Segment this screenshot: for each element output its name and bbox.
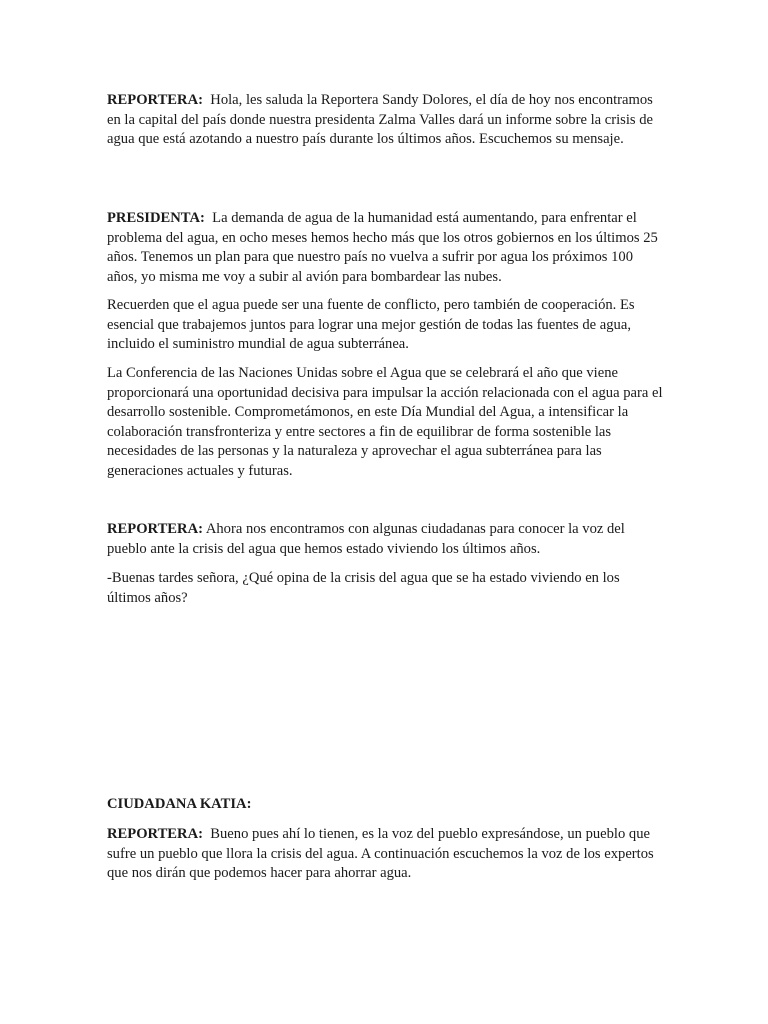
paragraph-text: La Conferencia de las Naciones Unidas sobre el Agua que se celebrará el año que viene proporcionará una oportunidad decisiva para impulsar la acción relacionada con el agua para el desarrollo sostenible. Comprometámonos, en este Día Mundial del Agua, a intensificar la colaboración transfronteriza y entre sectores a fin de equilibrar de forma sostenible las necesidades de las personas y la naturaleza y aprovechar el agua subterránea para las generaciones actuales y futuras. <box>107 365 663 479</box>
paragraph-presidenta-cont-1 <box>107 296 667 355</box>
paragraph-reportera-closing <box>107 825 667 884</box>
paragraph-presidenta <box>107 209 667 287</box>
paragraph-reportera-ciudadanas <box>107 520 667 559</box>
paragraph-text: Hola, les saluda la Reportera Sandy Dolores, el día de hoy nos encontramos en la capital del país donde nuestra presidenta Zalma Valles dará un informe sobre la crisis de agua que está azotando a nuestro país durante los últimos años. Escuchemos su mensaje. <box>107 92 653 147</box>
paragraph-text: Recuerden que el agua puede ser una fuente de conflicto, pero también de cooperación. Es esencial que trabajemos juntos para lograr una mejor gestión de todas las fuentes de agua, incluido el suministro mundial de agua subterránea. <box>107 297 635 352</box>
speaker-label: REPORTERA: <box>107 826 203 842</box>
paragraph-ciudadana-katia <box>107 795 667 815</box>
paragraph-text: -Buenas tardes señora, ¿Qué opina de la crisis del agua que se ha estado viviendo en los últimos años? <box>107 570 620 606</box>
paragraph-question <box>107 569 667 608</box>
paragraph-reportera-intro <box>107 91 667 150</box>
speaker-label: PRESIDENTA: <box>107 210 205 226</box>
paragraph-text: Ahora nos encontramos con algunas ciudadanas para conocer la voz del pueblo ante la crisis del agua que hemos estado viviendo los últimos años. <box>107 521 625 557</box>
paragraph-text: La demanda de agua de la humanidad está aumentando, para enfrentar el problema del agua, en ocho meses hemos hecho más que los otros gobiernos en los últimos 25 años. Tenemos un plan para que nuestro país no vuelva a sufrir por agua los próximos 100 años, yo misma me voy a subir al avión para bombardear las nubes. <box>107 210 658 285</box>
paragraph-text: Bueno pues ahí lo tienen, es la voz del pueblo expresándose, un pueblo que sufre un pueblo que llora la crisis del agua. A continuación escuchemos la voz de los expertos que nos dirán que podemos hacer para ahorrar agua. <box>107 826 654 881</box>
speaker-label: CIUDADANA KATIA: <box>107 796 252 812</box>
paragraph-presidenta-cont-2 <box>107 364 667 481</box>
speaker-label: REPORTERA: <box>107 92 203 108</box>
speaker-label: REPORTERA: <box>107 521 203 537</box>
